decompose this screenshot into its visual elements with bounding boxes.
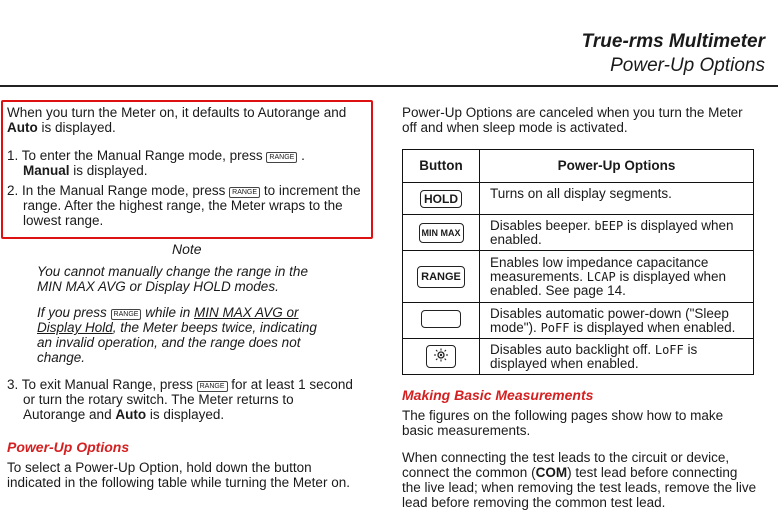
cancel-paragraph bbox=[402, 105, 743, 135]
note-line: Display Hold, the Meter beeps twice, indicating bbox=[37, 320, 317, 335]
cancel-line: off and when sleep mode is activated. bbox=[402, 120, 628, 135]
cancel-line: Power-Up Options are canceled when you turn the Meter bbox=[402, 105, 743, 120]
header-title: True-rms Multimeter bbox=[581, 31, 765, 52]
connection-line: the live lead; when removing the test leads, remove the live bbox=[402, 480, 757, 495]
col-header-options: Power-Up Options bbox=[480, 150, 754, 183]
option-line: Disables auto backlight off. LoFF is bbox=[490, 341, 698, 357]
table-header-row bbox=[403, 150, 754, 183]
step-line: 2. In the Manual Range mode, press RANGE to increment the bbox=[7, 183, 361, 198]
note-line: MIN MAX AVG or Display HOLD modes. bbox=[37, 279, 279, 294]
step-line: lowest range. bbox=[23, 213, 104, 228]
connection-paragraph bbox=[402, 450, 756, 510]
range-button-icon: RANGE bbox=[417, 266, 465, 288]
note-title: Note bbox=[172, 241, 202, 257]
table-row bbox=[403, 251, 754, 303]
hold-button-icon: HOLD bbox=[420, 190, 462, 208]
table-row bbox=[403, 339, 754, 375]
select-line: indicated in the following table while turning the Meter on. bbox=[7, 475, 350, 490]
step-line: Autorange and Auto is displayed. bbox=[23, 407, 225, 422]
option-line: Enables low impedance capacitance bbox=[490, 254, 709, 270]
option-text: Turns on all display segments. bbox=[490, 186, 672, 201]
min-max-button-icon: MIN MAX bbox=[419, 223, 464, 243]
select-line: To select a Power-Up Option, hold down the button bbox=[7, 460, 312, 475]
note-line: change. bbox=[37, 350, 86, 365]
section-title-power-up: Power-Up Options bbox=[7, 439, 130, 455]
note-line: You cannot manually change the range in the bbox=[37, 264, 308, 279]
step-3 bbox=[7, 377, 353, 422]
header-rule bbox=[0, 85, 778, 87]
option-line: measurements. LCAP is displayed when bbox=[490, 268, 727, 284]
range-key-icon: RANGE bbox=[266, 152, 297, 163]
power-up-table bbox=[402, 149, 754, 375]
note-line: If you press RANGE while in MIN MAX AVG or bbox=[37, 305, 299, 320]
note-paragraph-2 bbox=[37, 305, 317, 365]
step-line: or turn the rotary switch. The Meter returns to bbox=[23, 392, 294, 407]
option-line: Disables automatic power-down ("Sleep bbox=[490, 305, 729, 321]
select-paragraph bbox=[7, 460, 350, 490]
connection-line: connect the common (COM) test lead before connecting bbox=[402, 465, 738, 480]
table-row bbox=[403, 183, 754, 215]
connection-line: When connecting the test leads to the circuit or device, bbox=[402, 450, 730, 465]
step-line: 1. To enter the Manual Range mode, press RANGE . bbox=[7, 148, 305, 163]
note-line: an invalid operation, and the range does not bbox=[37, 335, 301, 350]
step-line: range. After the highest range, the Meter wraps to the bbox=[23, 198, 343, 213]
option-line: mode"). PoFF is displayed when enabled. bbox=[490, 319, 736, 335]
step-line: Manual is displayed. bbox=[23, 163, 148, 178]
figures-line: basic measurements. bbox=[402, 423, 531, 438]
range-key-icon: RANGE bbox=[197, 381, 228, 392]
blank-button-icon bbox=[421, 310, 461, 328]
table-row bbox=[403, 215, 754, 251]
intro-line: Auto is displayed. bbox=[7, 120, 116, 135]
intro-paragraph bbox=[7, 105, 346, 135]
backlight-button-icon bbox=[426, 345, 456, 368]
note-paragraph-1 bbox=[37, 264, 308, 294]
table-row bbox=[403, 303, 754, 339]
figures-paragraph bbox=[402, 408, 723, 438]
step-line: 3. To exit Manual Range, press RANGE for at least 1 second bbox=[7, 377, 353, 392]
header-subtitle: Power-Up Options bbox=[610, 55, 765, 76]
section-title-basic-measurements: Making Basic Measurements bbox=[402, 387, 594, 403]
option-line: Disables beeper. bEEP is displayed when bbox=[490, 217, 734, 233]
option-line: displayed when enabled. bbox=[490, 355, 639, 371]
col-header-button: Button bbox=[403, 150, 480, 183]
connection-line: lead before removing the common test lead. bbox=[402, 495, 666, 510]
range-key-icon: RANGE bbox=[111, 309, 142, 320]
figures-line: The figures on the following pages show how to make bbox=[402, 408, 724, 423]
range-key-icon: RANGE bbox=[229, 187, 260, 198]
option-line: enabled. See page 14. bbox=[490, 282, 626, 298]
intro-line: When you turn the Meter on, it defaults to Autorange and bbox=[7, 105, 347, 120]
option-line: enabled. bbox=[490, 231, 542, 247]
step-1 bbox=[7, 148, 305, 178]
step-2 bbox=[7, 183, 361, 228]
